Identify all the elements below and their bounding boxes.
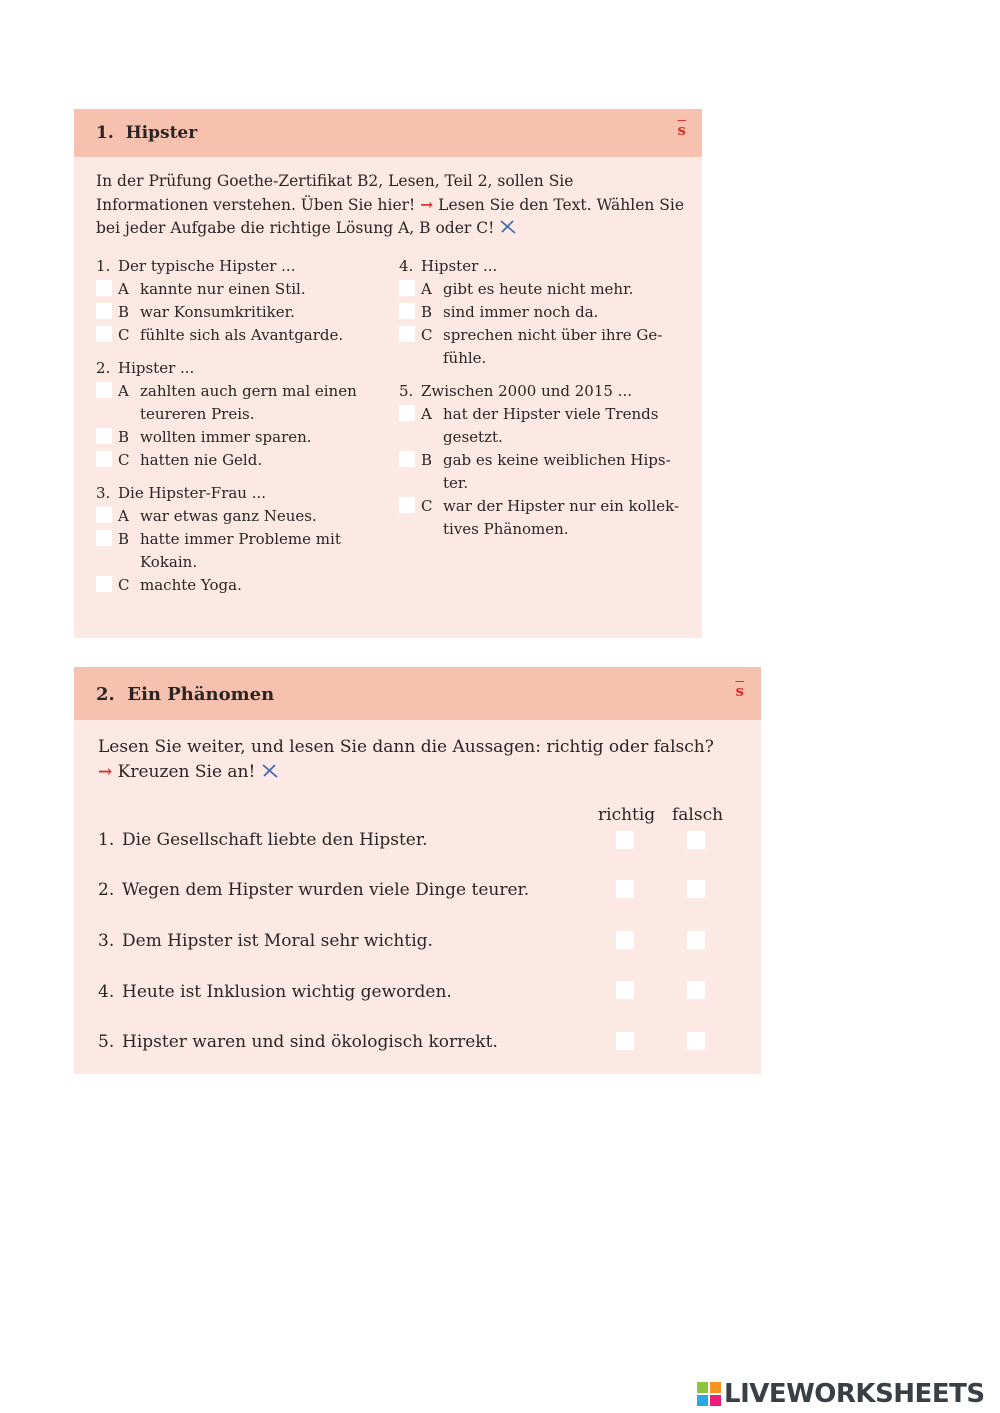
answer-checkbox[interactable] bbox=[96, 303, 112, 319]
answer-checkbox[interactable] bbox=[96, 326, 112, 342]
answer-checkbox[interactable] bbox=[96, 280, 112, 296]
question: 5. Zwischen 2000 und 2015 ... A hat der Hipster viele Trends gesetzt. B gab es keine weiblichen Hips-ter. C war der Hipster nur ein kollek-tives Phänomen. bbox=[399, 380, 689, 541]
answer-option: B gab es keine weiblichen Hips-ter. bbox=[399, 449, 689, 495]
answer-option: B wollten immer sparen. bbox=[96, 426, 376, 449]
answer-checkbox[interactable] bbox=[399, 326, 415, 342]
statement-row: 2. Wegen dem Hipster wurden viele Dinge teurer. bbox=[98, 880, 530, 900]
richtig-checkbox[interactable] bbox=[616, 981, 634, 999]
liveworksheets-logo[interactable] bbox=[697, 1378, 985, 1410]
arrow-icon: → bbox=[420, 195, 434, 214]
answer-checkbox[interactable] bbox=[399, 451, 415, 467]
answer-option: A hat der Hipster viele Trends gesetzt. bbox=[399, 403, 689, 449]
answer-option: C fühlte sich als Avantgarde. bbox=[96, 324, 376, 347]
section-header bbox=[74, 667, 761, 720]
cross-mark-icon bbox=[499, 219, 517, 235]
answer-checkbox[interactable] bbox=[96, 451, 112, 467]
instructions: Lesen Sie weiter, und lesen Sie dann die Aussagen: richtig oder falsch? → Kreuzen Sie an! bbox=[98, 737, 714, 782]
skill-badge: $\overline{s}$ bbox=[735, 682, 744, 700]
answer-option: A gibt es heute nicht mehr. bbox=[399, 278, 689, 301]
falsch-checkbox[interactable] bbox=[687, 931, 705, 949]
answer-checkbox[interactable] bbox=[96, 530, 112, 546]
section-title: 1. Hipster bbox=[96, 123, 198, 143]
answer-option: C hatten nie Geld. bbox=[96, 449, 376, 472]
section-header bbox=[74, 109, 702, 157]
richtig-checkbox[interactable] bbox=[616, 931, 634, 949]
instructions: In der Prüfung Goethe-Zertifikat B2, Lesen, Teil 2, sollen Sie Informationen verstehen. Üben Sie hier! → Lesen Sie den Text. Wählen Sie bei jeder Aufgabe die richtige Lösung A, B oder C! bbox=[96, 172, 685, 237]
statement-row: 5. Hipster waren und sind ökologisch korrekt. bbox=[98, 1032, 498, 1052]
skill-badge: $\overline{s}$ bbox=[677, 121, 686, 139]
divider-notch bbox=[68, 237, 74, 253]
richtig-checkbox[interactable] bbox=[616, 1032, 634, 1050]
answer-checkbox[interactable] bbox=[96, 576, 112, 592]
answer-checkbox[interactable] bbox=[96, 382, 112, 398]
statement-row: 1. Die Gesellschaft liebte den Hipster. bbox=[98, 830, 428, 850]
answer-option: B war Konsumkritiker. bbox=[96, 301, 376, 324]
answer-option: C war der Hipster nur ein kollek-tives Phänomen. bbox=[399, 495, 689, 541]
answer-option: C machte Yoga. bbox=[96, 574, 376, 597]
arrow-icon: → bbox=[98, 762, 113, 782]
answer-checkbox[interactable] bbox=[399, 497, 415, 513]
cross-mark-icon bbox=[261, 763, 279, 779]
questions-right-column bbox=[399, 255, 689, 551]
section-title: 2. Ein Phänomen bbox=[96, 684, 275, 705]
question: 4. Hipster ... A gibt es heute nicht mehr. B sind immer noch da. C sprechen nicht über ihre Ge-fühle. bbox=[399, 255, 689, 370]
richtig-checkbox[interactable] bbox=[616, 880, 634, 898]
liveworksheets-logo-icon bbox=[697, 1382, 721, 1406]
answer-checkbox[interactable] bbox=[96, 428, 112, 444]
column-header-falsch: falsch bbox=[672, 805, 724, 825]
answer-checkbox[interactable] bbox=[399, 280, 415, 296]
column-header-richtig: richtig bbox=[598, 805, 656, 825]
answer-option: A zahlten auch gern mal einen teureren Preis. bbox=[96, 380, 376, 426]
logo-text: LIVEWORKSHEETS bbox=[724, 1379, 985, 1409]
answer-option: A kannte nur einen Stil. bbox=[96, 278, 376, 301]
answer-checkbox[interactable] bbox=[96, 507, 112, 523]
questions-left-column bbox=[96, 255, 376, 607]
question: 3. Die Hipster-Frau ... A war etwas ganz Neues. B hatte immer Probleme mit Kokain. C machte Yoga. bbox=[96, 482, 376, 597]
richtig-checkbox[interactable] bbox=[616, 831, 634, 849]
answer-option: A war etwas ganz Neues. bbox=[96, 505, 376, 528]
answer-checkbox[interactable] bbox=[399, 303, 415, 319]
answer-option: C sprechen nicht über ihre Ge-fühle. bbox=[399, 324, 689, 370]
answer-option: B hatte immer Probleme mit Kokain. bbox=[96, 528, 376, 574]
statement-row: 4. Heute ist Inklusion wichtig geworden. bbox=[98, 982, 452, 1002]
falsch-checkbox[interactable] bbox=[687, 831, 705, 849]
answer-checkbox[interactable] bbox=[399, 405, 415, 421]
question: 2. Hipster ... A zahlten auch gern mal einen teureren Preis. B wollten immer sparen. C hatten nie Geld. bbox=[96, 357, 376, 472]
statement-row: 3. Dem Hipster ist Moral sehr wichtig. bbox=[98, 931, 433, 951]
answer-option: B sind immer noch da. bbox=[399, 301, 689, 324]
question: 1. Der typische Hipster ... A kannte nur einen Stil. B war Konsumkritiker. C fühlte sich als Avantgarde. bbox=[96, 255, 376, 347]
falsch-checkbox[interactable] bbox=[687, 981, 705, 999]
falsch-checkbox[interactable] bbox=[687, 880, 705, 898]
section-hipster bbox=[74, 109, 702, 638]
section-phaenomen bbox=[74, 667, 761, 1074]
falsch-checkbox[interactable] bbox=[687, 1032, 705, 1050]
divider-notch bbox=[68, 797, 74, 813]
